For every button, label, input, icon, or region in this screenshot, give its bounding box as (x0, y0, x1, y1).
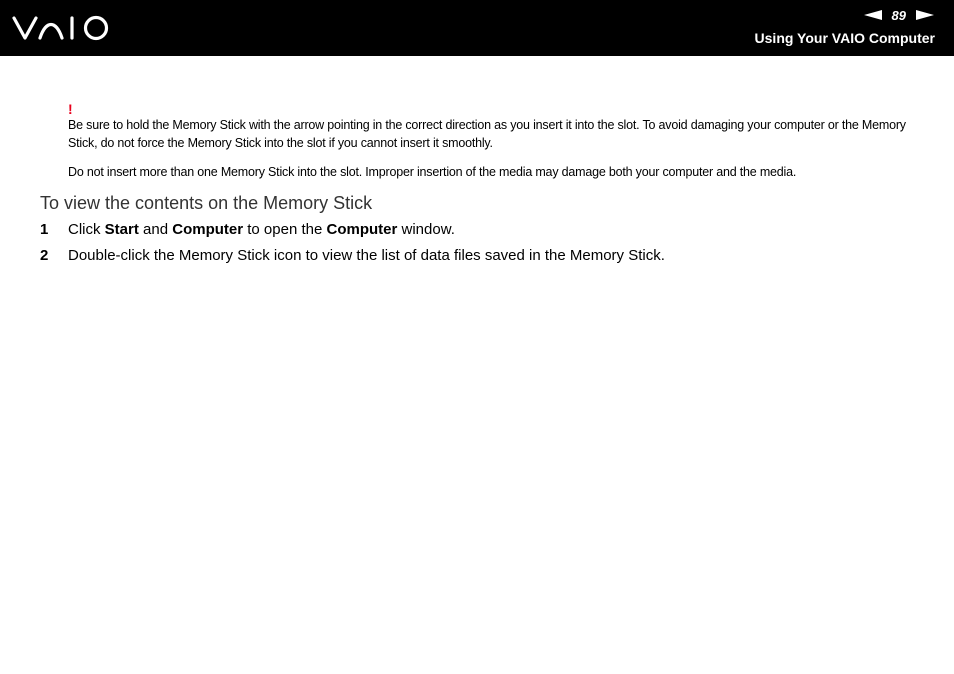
step-text: Click Start and Computer to open the Computer window. (68, 221, 455, 238)
step-item (40, 246, 920, 266)
next-page-arrow-icon[interactable] (916, 10, 934, 20)
caution-paragraph-2: Do not insert more than one Memory Stick into the slot. Improper insertion of the media may damage both your computer and the media. (68, 165, 797, 179)
procedure-steps (40, 220, 920, 272)
step-number: 2 (40, 247, 49, 264)
section-title: Using Your VAIO Computer (754, 30, 935, 46)
previous-page-arrow-icon[interactable] (864, 10, 882, 20)
caution-paragraph-1: Be sure to hold the Memory Stick with the arrow pointing in the correct direction as you insert it into the slot. To avoid damaging your computer or the Memory Stick, do not force the Memory Stick into the slot if you cannot insert it smoothly. (68, 118, 906, 150)
procedure-title: To view the contents on the Memory Stick (40, 193, 373, 213)
vaio-logo (12, 14, 122, 42)
page-number: 89 (891, 7, 906, 23)
step-number: 1 (40, 221, 49, 238)
caution-mark-icon: ! (68, 101, 73, 117)
page-header (0, 0, 954, 56)
step-item (40, 220, 920, 240)
caution-note (68, 102, 928, 181)
step-text: Double-click the Memory Stick icon to view the list of data files saved in the Memory Stick. (68, 247, 665, 264)
page-navigation (864, 7, 934, 23)
